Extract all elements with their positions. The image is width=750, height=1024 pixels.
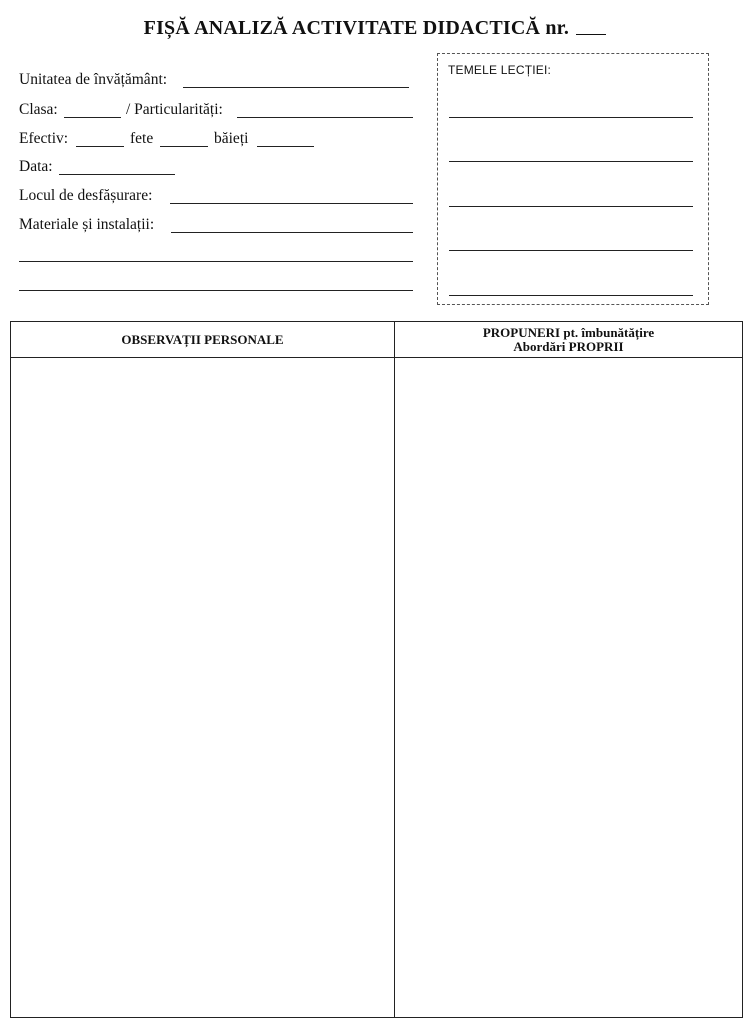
class-field[interactable] [64, 117, 121, 118]
date-field[interactable] [59, 174, 175, 175]
location-row [19, 186, 152, 206]
theme-line-1[interactable] [449, 117, 693, 118]
page-title [0, 16, 750, 40]
lesson-themes-box [437, 53, 709, 305]
lesson-themes-title: TEMELE LECȚIEI: [448, 63, 552, 77]
date-row [19, 157, 53, 177]
effective-label: Efectiv: [19, 130, 69, 147]
effective-row [19, 129, 68, 149]
girls-field[interactable] [160, 146, 208, 147]
improvement-proposals-cell[interactable] [395, 358, 742, 1017]
materials-field-line-3[interactable] [19, 290, 413, 291]
page-title-text: FIȘĂ ANALIZĂ ACTIVITATE DIDACTICĂ nr. [143, 17, 570, 39]
personal-observations-cell[interactable] [11, 358, 394, 1017]
location-label: Locul de desfășurare: [19, 187, 153, 204]
particularities-row [126, 100, 223, 120]
theme-line-3[interactable] [449, 206, 693, 207]
number-field[interactable] [576, 16, 606, 35]
theme-line-5[interactable] [449, 295, 693, 296]
school-field[interactable] [183, 87, 409, 88]
materials-field[interactable] [171, 232, 413, 233]
improvement-proposals-header-line-1: PROPUNERI pt. îmbunătățire [482, 324, 655, 340]
personal-observations-header-text: OBSERVAȚII PERSONALE [121, 331, 284, 347]
observations-table [10, 321, 743, 1018]
materials-label: Materiale și instalații: [19, 216, 155, 233]
boys-row [214, 129, 248, 149]
materials-field-line-2[interactable] [19, 261, 413, 262]
boys-label: băieți [214, 130, 249, 147]
school-label: Unitatea de învățământ: [19, 71, 168, 88]
particularities-label: / Particularități: [126, 101, 223, 118]
class-row [19, 100, 58, 120]
theme-line-4[interactable] [449, 250, 693, 251]
theme-line-2[interactable] [449, 161, 693, 162]
effective-field[interactable] [76, 146, 124, 147]
girls-row [130, 129, 153, 149]
location-field[interactable] [170, 203, 413, 204]
school-row [19, 70, 167, 90]
personal-observations-header [11, 322, 394, 357]
class-label: Clasa: [19, 101, 58, 118]
improvement-proposals-header-line-2: Abordări PROPRII [513, 338, 624, 354]
improvement-proposals-header [395, 322, 742, 357]
girls-label: fete [130, 130, 154, 147]
date-label: Data: [19, 158, 53, 175]
particularities-field[interactable] [237, 117, 413, 118]
materials-row [19, 215, 154, 235]
boys-field[interactable] [257, 146, 314, 147]
